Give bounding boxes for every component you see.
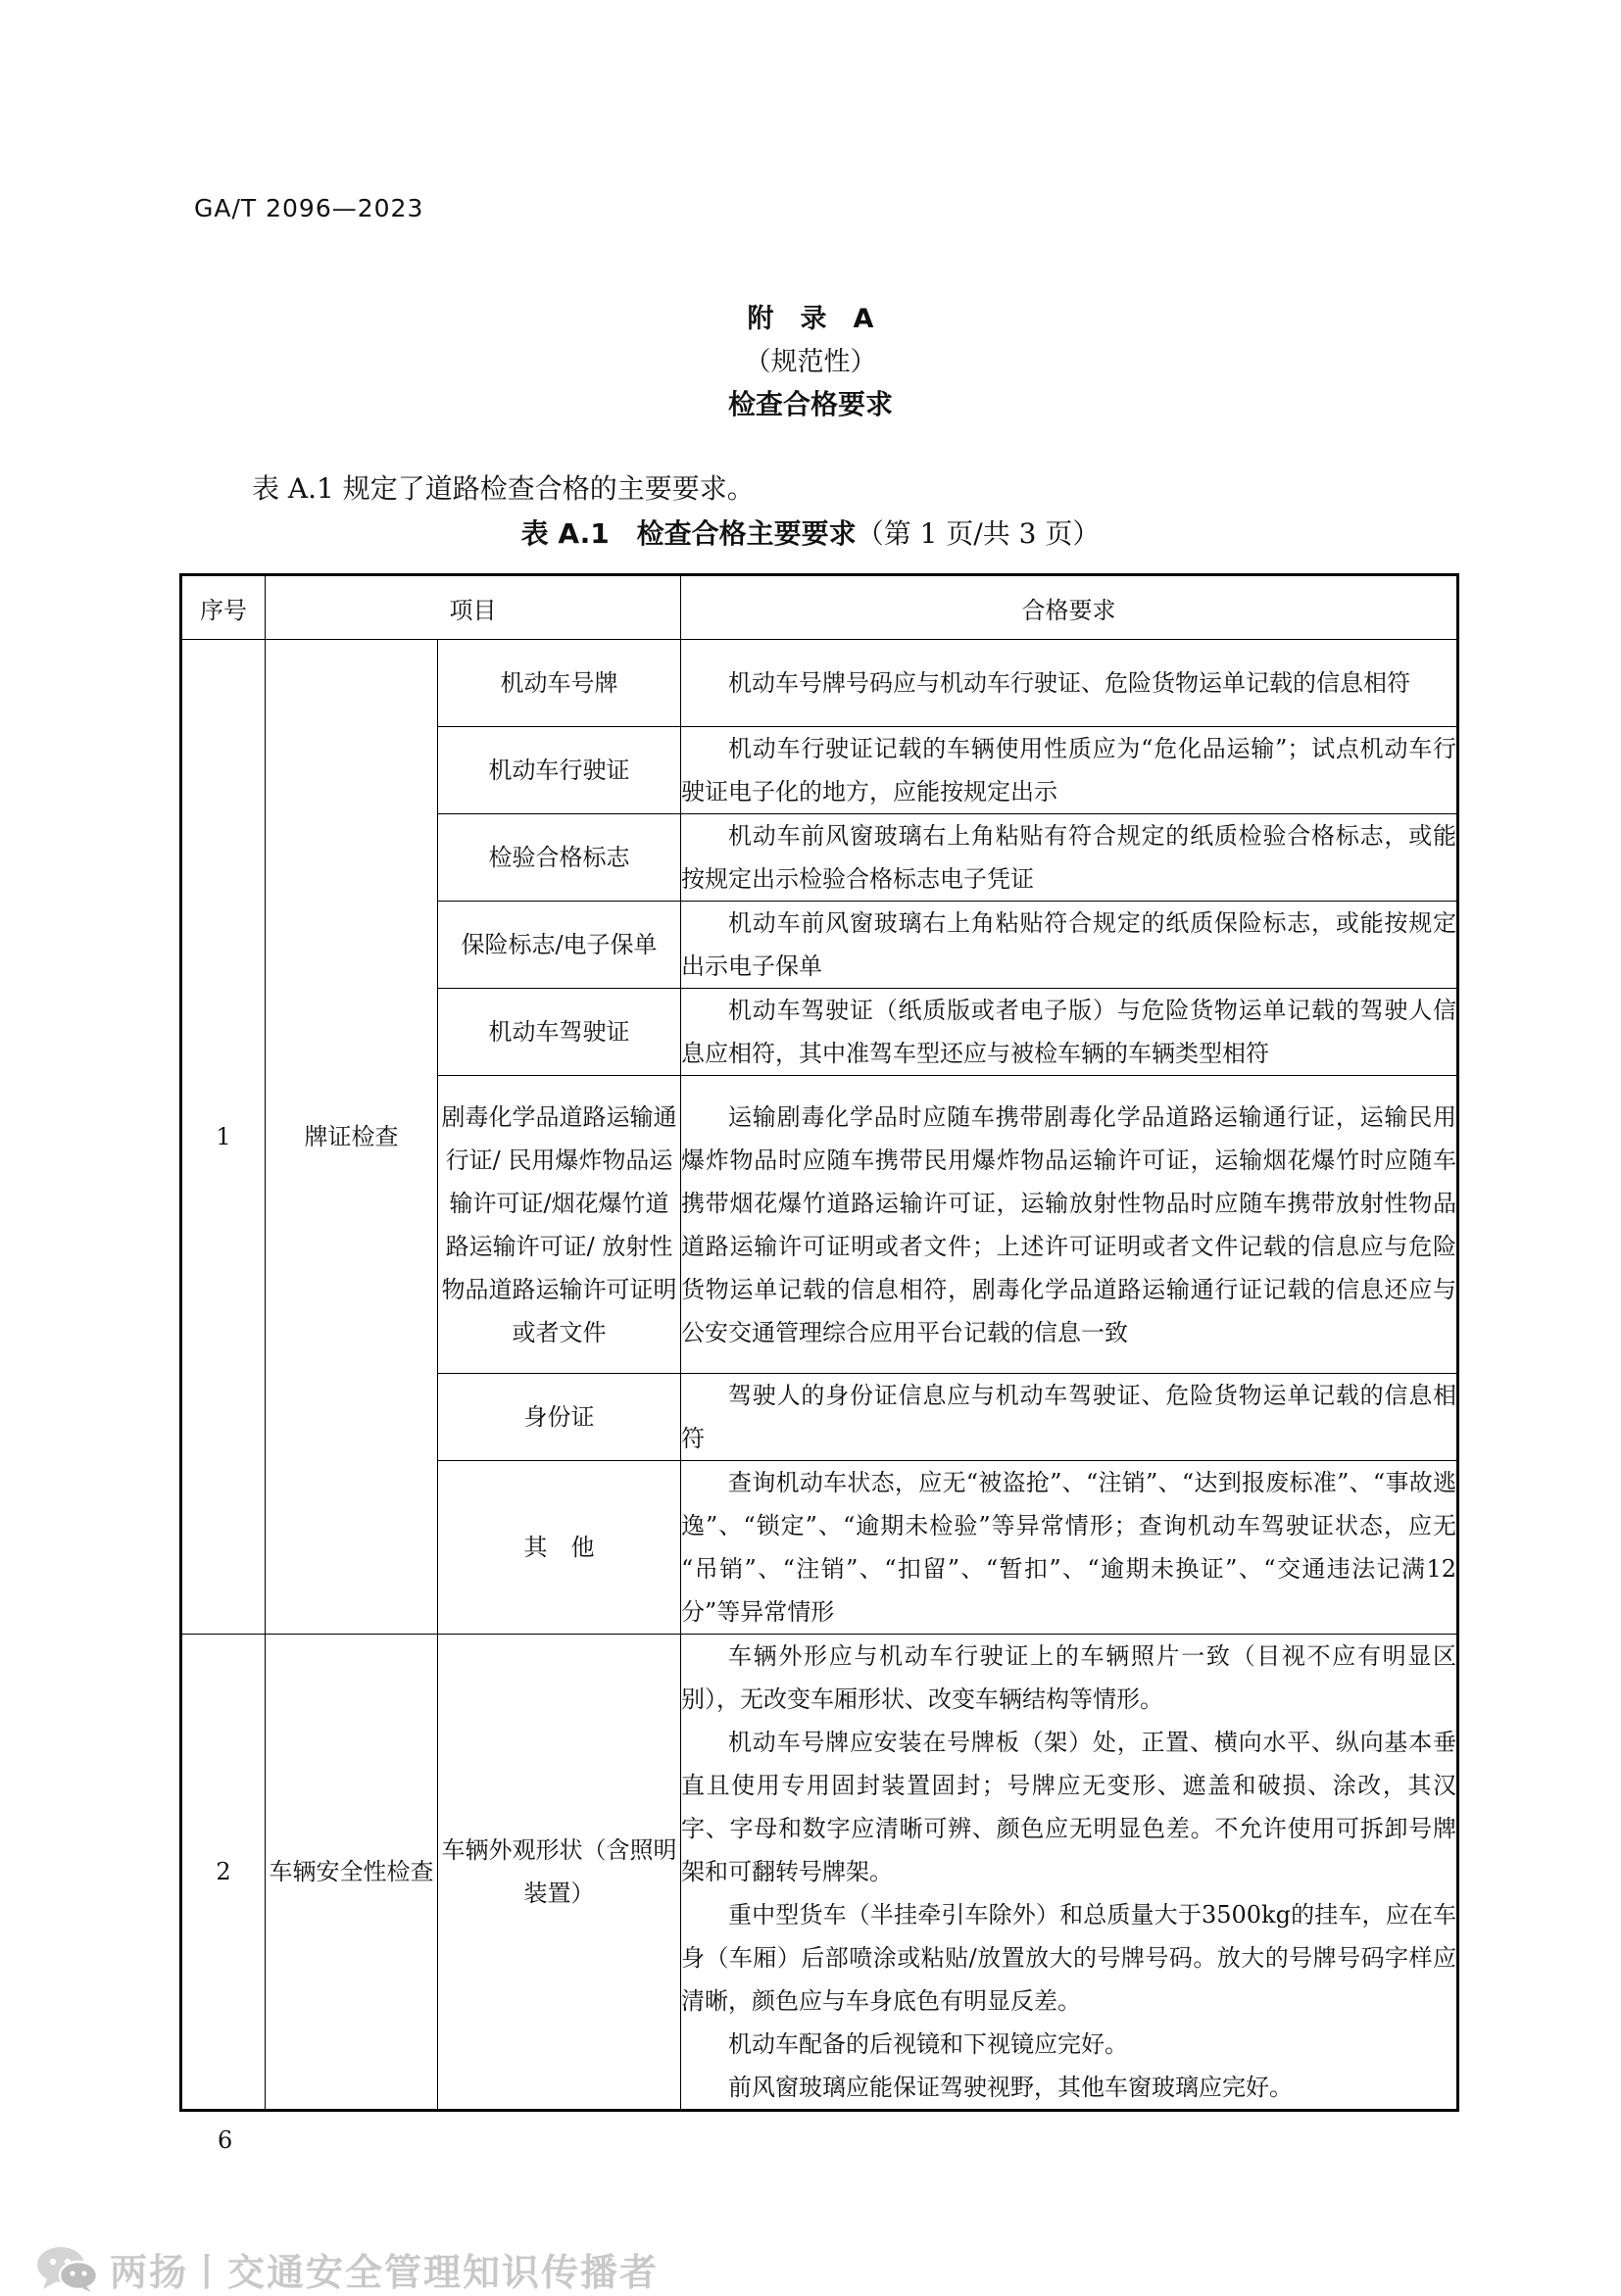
requirement-text: 机动车前风窗玻璃右上角粘贴有符合规定的纸质检验合格标志，或能按规定出示检验合格标志电子凭证	[681, 822, 1456, 893]
item-name: 机动车号牌	[438, 640, 681, 727]
item-name: 身份证	[438, 1374, 681, 1461]
requirement-text: 机动车配备的后视镜和下视镜应完好。	[728, 2030, 1128, 2058]
appendix-name: 检查合格要求	[727, 388, 893, 420]
wechat-icon	[35, 2244, 100, 2293]
watermark	[35, 2244, 659, 2293]
table-caption-main: 表 A.1 检查合格主要要求	[520, 517, 857, 550]
table-row	[181, 1635, 1458, 2111]
requirement-cell	[681, 814, 1458, 902]
requirement-cell	[681, 989, 1458, 1076]
requirement-text: 驾驶人的身份证信息应与机动车驾驶证、危险货物运单记载的信息相符	[681, 1382, 1456, 1452]
requirement-text: 车辆外形应与机动车行驶证上的车辆照片一致（目视不应有明显区别），无改变车厢形状、改变车辆结构等情形。	[681, 1642, 1456, 1713]
requirements-table	[179, 573, 1459, 2112]
requirement-cell	[681, 727, 1458, 814]
item-name: 机动车行驶证	[438, 727, 681, 814]
table-header-row	[181, 575, 1458, 640]
table-caption	[0, 513, 1621, 552]
requirement-text: 机动车驾驶证（纸质版或者电子版）与危险货物运单记载的驾驶人信息应相符，其中准驾车型还应与被检车辆的车辆类型相符	[681, 997, 1456, 1067]
requirement-text: 机动车前风窗玻璃右上角粘贴符合规定的纸质保险标志，或能按规定出示电子保单	[681, 909, 1456, 980]
item-name: 车辆外观形状（含照明装置）	[438, 1635, 681, 2111]
item-name: 检验合格标志	[438, 814, 681, 902]
requirement-text: 查询机动车状态，应无“被盗抢”、“注销”、“达到报废标准”、“事故逃逸”、“锁定”、“逾期未检验”等异常情形；查询机动车驾驶证状态，应无 “吊销”、“注销”、“扣留”、“暂扣”、“逾期未换证”、“交通违法记满12分”等异常情形	[681, 1469, 1456, 1626]
requirement-text: 前风窗玻璃应能保证驾驶视野，其他车窗玻璃应完好。	[728, 2074, 1293, 2101]
requirement-text: 机动车号牌应安装在号牌板（架）处，正置、横向水平、纵向基本垂直且使用专用固封装置固封；号牌应无变形、遮盖和破损、涂改，其汉字、字母和数字应清晰可辨、颜色应无明显色差。不允许使用可拆卸号牌架和可翻转号牌架。	[681, 1729, 1456, 1885]
requirement-cell	[681, 1374, 1458, 1461]
item-name: 保险标志/电子保单	[438, 902, 681, 989]
group-category: 牌证检查	[266, 640, 438, 1635]
requirement-cell	[681, 1461, 1458, 1635]
header-seq: 序号	[181, 575, 266, 640]
table-row	[181, 640, 1458, 727]
requirement-cell	[681, 1635, 1458, 2111]
requirement-cell	[681, 1076, 1458, 1374]
table-caption-page-info: （第 1 页/共 3 页）	[856, 517, 1101, 550]
intro-paragraph: 表 A.1 规定了道路检查合格的主要要求。	[252, 472, 755, 505]
group-category: 车辆安全性检查	[266, 1635, 438, 2111]
requirement-text: 运输剧毒化学品时应随车携带剧毒化学品道路运输通行证，运输民用爆炸物品时应随车携带民用爆炸物品运输许可证，运输烟花爆竹时应随车携带烟花爆竹道路运输许可证，运输放射性物品时应随车携带放射性物品道路运输许可证明或者文件；上述许可证明或者文件记载的信息应与危险货物运单记载的信息相符，剧毒化学品道路运输通行证记载的信息还应与公安交通管理综合应用平台记载的信息一致	[681, 1102, 1456, 1346]
requirement-text: 机动车号牌号码应与机动车行驶证、危险货物运单记载的信息相符	[728, 669, 1410, 697]
header-requirement: 合格要求	[681, 575, 1458, 640]
appendix-nature: （规范性）	[744, 347, 877, 377]
item-name: 剧毒化学品道路运输通行证/ 民用爆炸物品运输许可证/烟花爆竹道路运输许可证/ 放射性物品道路运输许可证明或者文件	[438, 1076, 681, 1374]
item-name: 其 他	[438, 1461, 681, 1635]
requirement-cell	[681, 640, 1458, 727]
requirement-text: 重中型货车（半挂牵引车除外）和总质量大于3500kg的挂车，应在车身（车厢）后部喷涂或粘贴/放置放大的号牌号码。放大的号牌号码字样应清晰，颜色应与车身底色有明显反差。	[681, 1901, 1456, 2015]
requirement-text: 机动车行驶证记载的车辆使用性质应为“危化品运输”；试点机动车行驶证电子化的地方，应能按规定出示	[681, 735, 1456, 806]
group-seq: 1	[181, 640, 266, 1635]
group-seq: 2	[181, 1635, 266, 2111]
page-number: 6	[218, 2126, 233, 2154]
requirement-cell	[681, 902, 1458, 989]
watermark-text: 两扬丨交通安全管理知识传播者	[110, 2250, 660, 2294]
appendix-title: 附 录 A	[747, 304, 874, 334]
item-name: 机动车驾驶证	[438, 989, 681, 1076]
standard-code: GA/T 2096—2023	[194, 194, 424, 222]
header-item: 项目	[266, 575, 681, 640]
